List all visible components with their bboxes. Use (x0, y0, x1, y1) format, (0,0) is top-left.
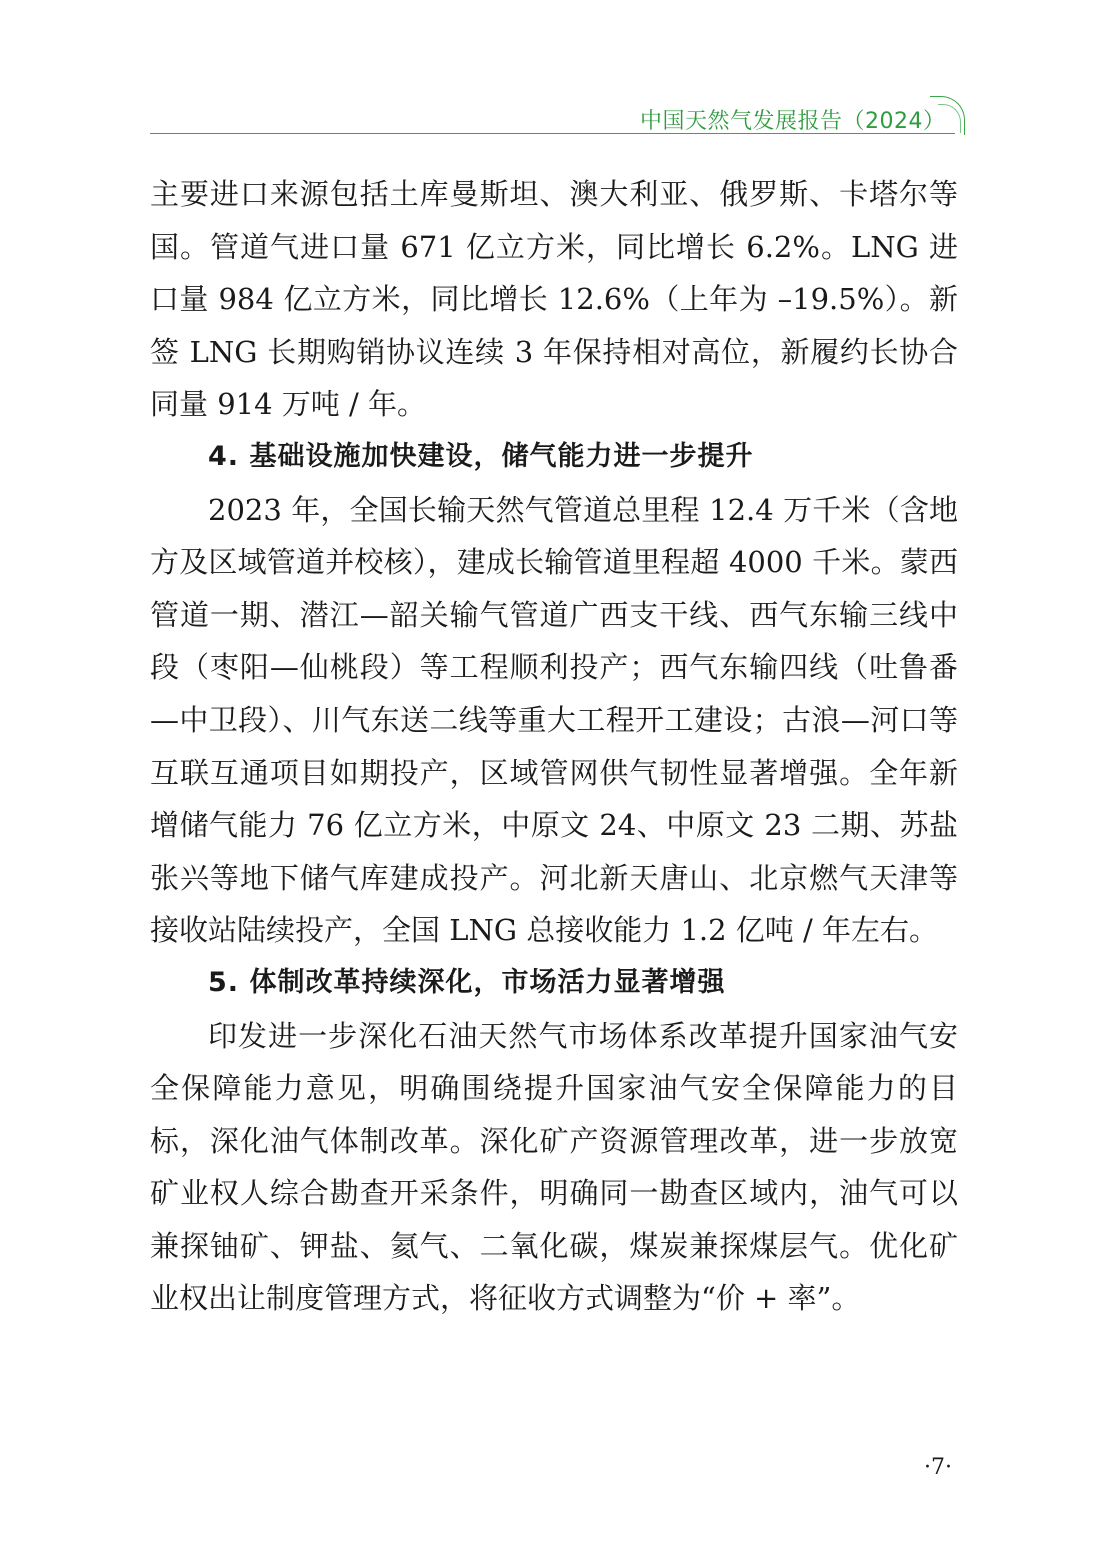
body-text (150, 168, 958, 1325)
section-heading-infrastructure: 4. 基础设施加快建设，储气能力进一步提升 (208, 440, 754, 472)
page-number: ·7· (924, 1455, 952, 1480)
paragraph-reform: 印发进一步深化石油天然气市场体系改革提升国家油气安全保障能力意见，明确围绕提升国家油气安全保障能力的目标，深化油气体制改革。深化矿产资源管理改革，进一步放宽矿业权人综合勘查开采条件，明确同一勘查区域内，油气可以兼探铀矿、钾盐、氦气、二氧化碳，煤炭兼探煤层气。优化矿业权出让制度管理方式，将征收方式调整为“价 + 率”。 (150, 1018, 958, 1316)
running-header-title: 中国天然气发展报告（2024） (640, 109, 946, 134)
paragraph-import-sources: 主要进口来源包括土库曼斯坦、澳大利亚、俄罗斯、卡塔尔等国。管道气进口量 671 亿立方米，同比增长 6.2%。LNG 进口量 984 亿立方米，同比增长 12.6%（上年为 –19.5%）。新签 LNG 长期购销协议连续 3 年保持相对高位，新履约长协合同量 914 万吨 / 年。 (150, 177, 958, 422)
paragraph-infrastructure: 2023 年，全国长输天然气管道总里程 12.4 万千米（含地方及区域管道并校核），建成长输管道里程超 4000 千米。蒙西管道一期、潜江—韶关输气管道广西支干线、西气东输三线中段（枣阳—仙桃段）等工程顺利投产；西气东输四线（吐鲁番—中卫段）、川气东送二线等重大工程开工建设；古浪—河口等互联互通项目如期投产，区域管网供气韧性显著增强。全年新增储气能力 76 亿立方米，中原文 24、中原文 23 二期、苏盐张兴等地下储气库建成投产。河北新天唐山、北京燃气天津等接收站陆续投产，全国 LNG 总接收能力 1.2 亿吨 / 年左右。 (150, 492, 958, 948)
header-rule (150, 133, 955, 134)
section-heading-reform: 5. 体制改革持续深化，市场活力显著增强 (208, 966, 726, 998)
